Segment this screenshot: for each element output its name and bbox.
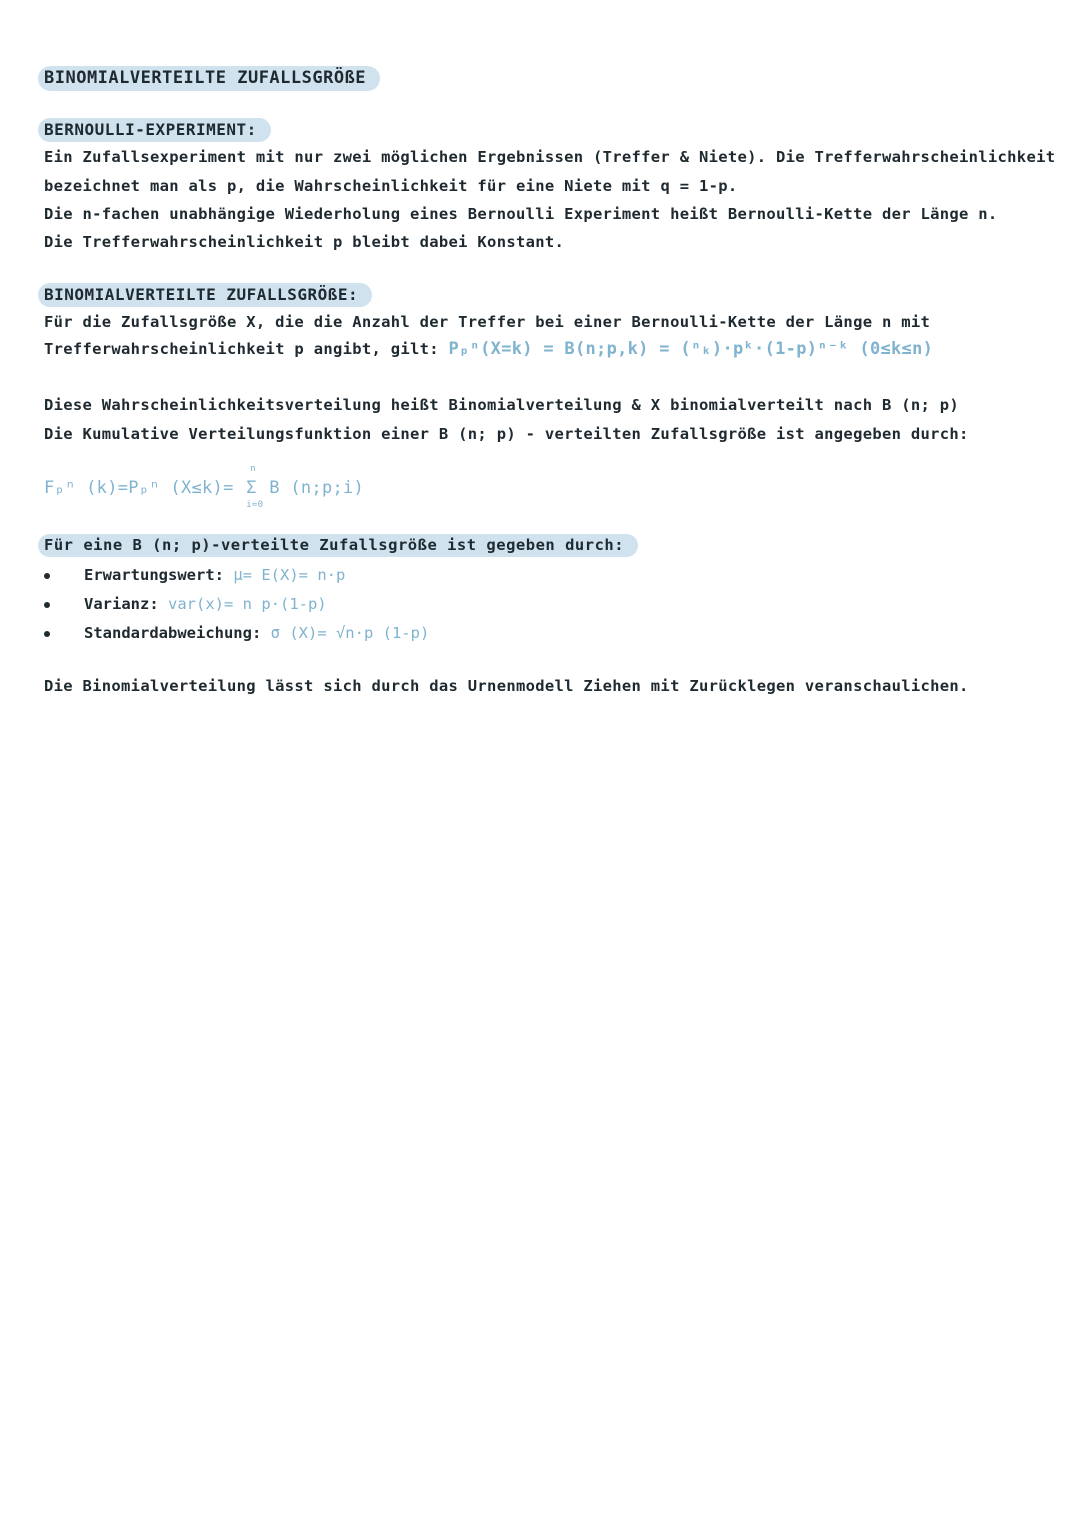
- bernoulli-line-2: bezeichnet man als p, die Wahrscheinlichkeit für eine Niete mit q = 1-p.: [44, 177, 738, 195]
- list-item: Varianz: var(x)= n p·(1-p): [44, 595, 327, 613]
- binomial-heading: BINOMIALVERTEILTE ZUFALLSGRÖßE:: [38, 283, 372, 307]
- list-item: Erwartungswert: μ= E(X)= n·p: [44, 566, 345, 584]
- sigma-symbol: n Σ i=0: [246, 464, 264, 510]
- list-item: Standardabweichung: σ (X)= √n·p (1-p): [44, 624, 429, 642]
- footer-line: Die Binomialverteilung lässt sich durch das Urnenmodell Ziehen mit Zurücklegen veranschaulichen.: [44, 677, 969, 695]
- bullet-icon: [44, 631, 50, 637]
- title-highlight: BINOMIALVERTEILTE ZUFALLSGRÖßE: [38, 66, 380, 91]
- binomial-line-3: Diese Wahrscheinlichkeitsverteilung heißt Binomialverteilung & X binomialverteilt nach B (n; p): [44, 396, 960, 414]
- binomial-line-2: Trefferwahrscheinlichkeit p angibt, gilt: Pₚⁿ(X=k) = B(n;p,k) = (ⁿₖ)·pᵏ·(1-p)ⁿ⁻ᵏ (0≤k≤n): [44, 339, 934, 359]
- bernoulli-line-3: Die n-fachen unabhängige Wiederholung eines Bernoulli Experiment heißt Bernoulli-Kette der Länge n.: [44, 205, 998, 223]
- pmf-formula: Pₚⁿ(X=k) = B(n;p,k) = (ⁿₖ)·pᵏ·(1-p)ⁿ⁻ᵏ (0≤k≤n): [448, 339, 934, 359]
- bernoulli-line-4: Die Trefferwahrscheinlichkeit p bleibt dabei Konstant.: [44, 233, 565, 251]
- binomial-line-4: Die Kumulative Verteilungsfunktion einer B (n; p) - verteilten Zufallsgröße ist angegeben durch:: [44, 425, 969, 443]
- bernoulli-line-1: Ein Zufallsexperiment mit nur zwei möglichen Ergebnissen (Treffer & Niete). Die Trefferwahrscheinlichkeit: [44, 148, 1056, 166]
- params-heading: Für eine B (n; p)-verteilte Zufallsgröße ist gegeben durch:: [38, 534, 638, 557]
- bernoulli-heading: BERNOULLI-EXPERIMENT:: [38, 118, 271, 142]
- bullet-icon: [44, 602, 50, 608]
- bullet-icon: [44, 573, 50, 579]
- page-title: [38, 66, 380, 91]
- cdf-formula: Fₚⁿ (k)=Pₚⁿ (X≤k)= n Σ i=0 B (n;p;i): [44, 464, 365, 510]
- binomial-line-1: Für die Zufallsgröße X, die die Anzahl der Treffer bei einer Bernoulli-Kette der Länge n mit: [44, 313, 931, 331]
